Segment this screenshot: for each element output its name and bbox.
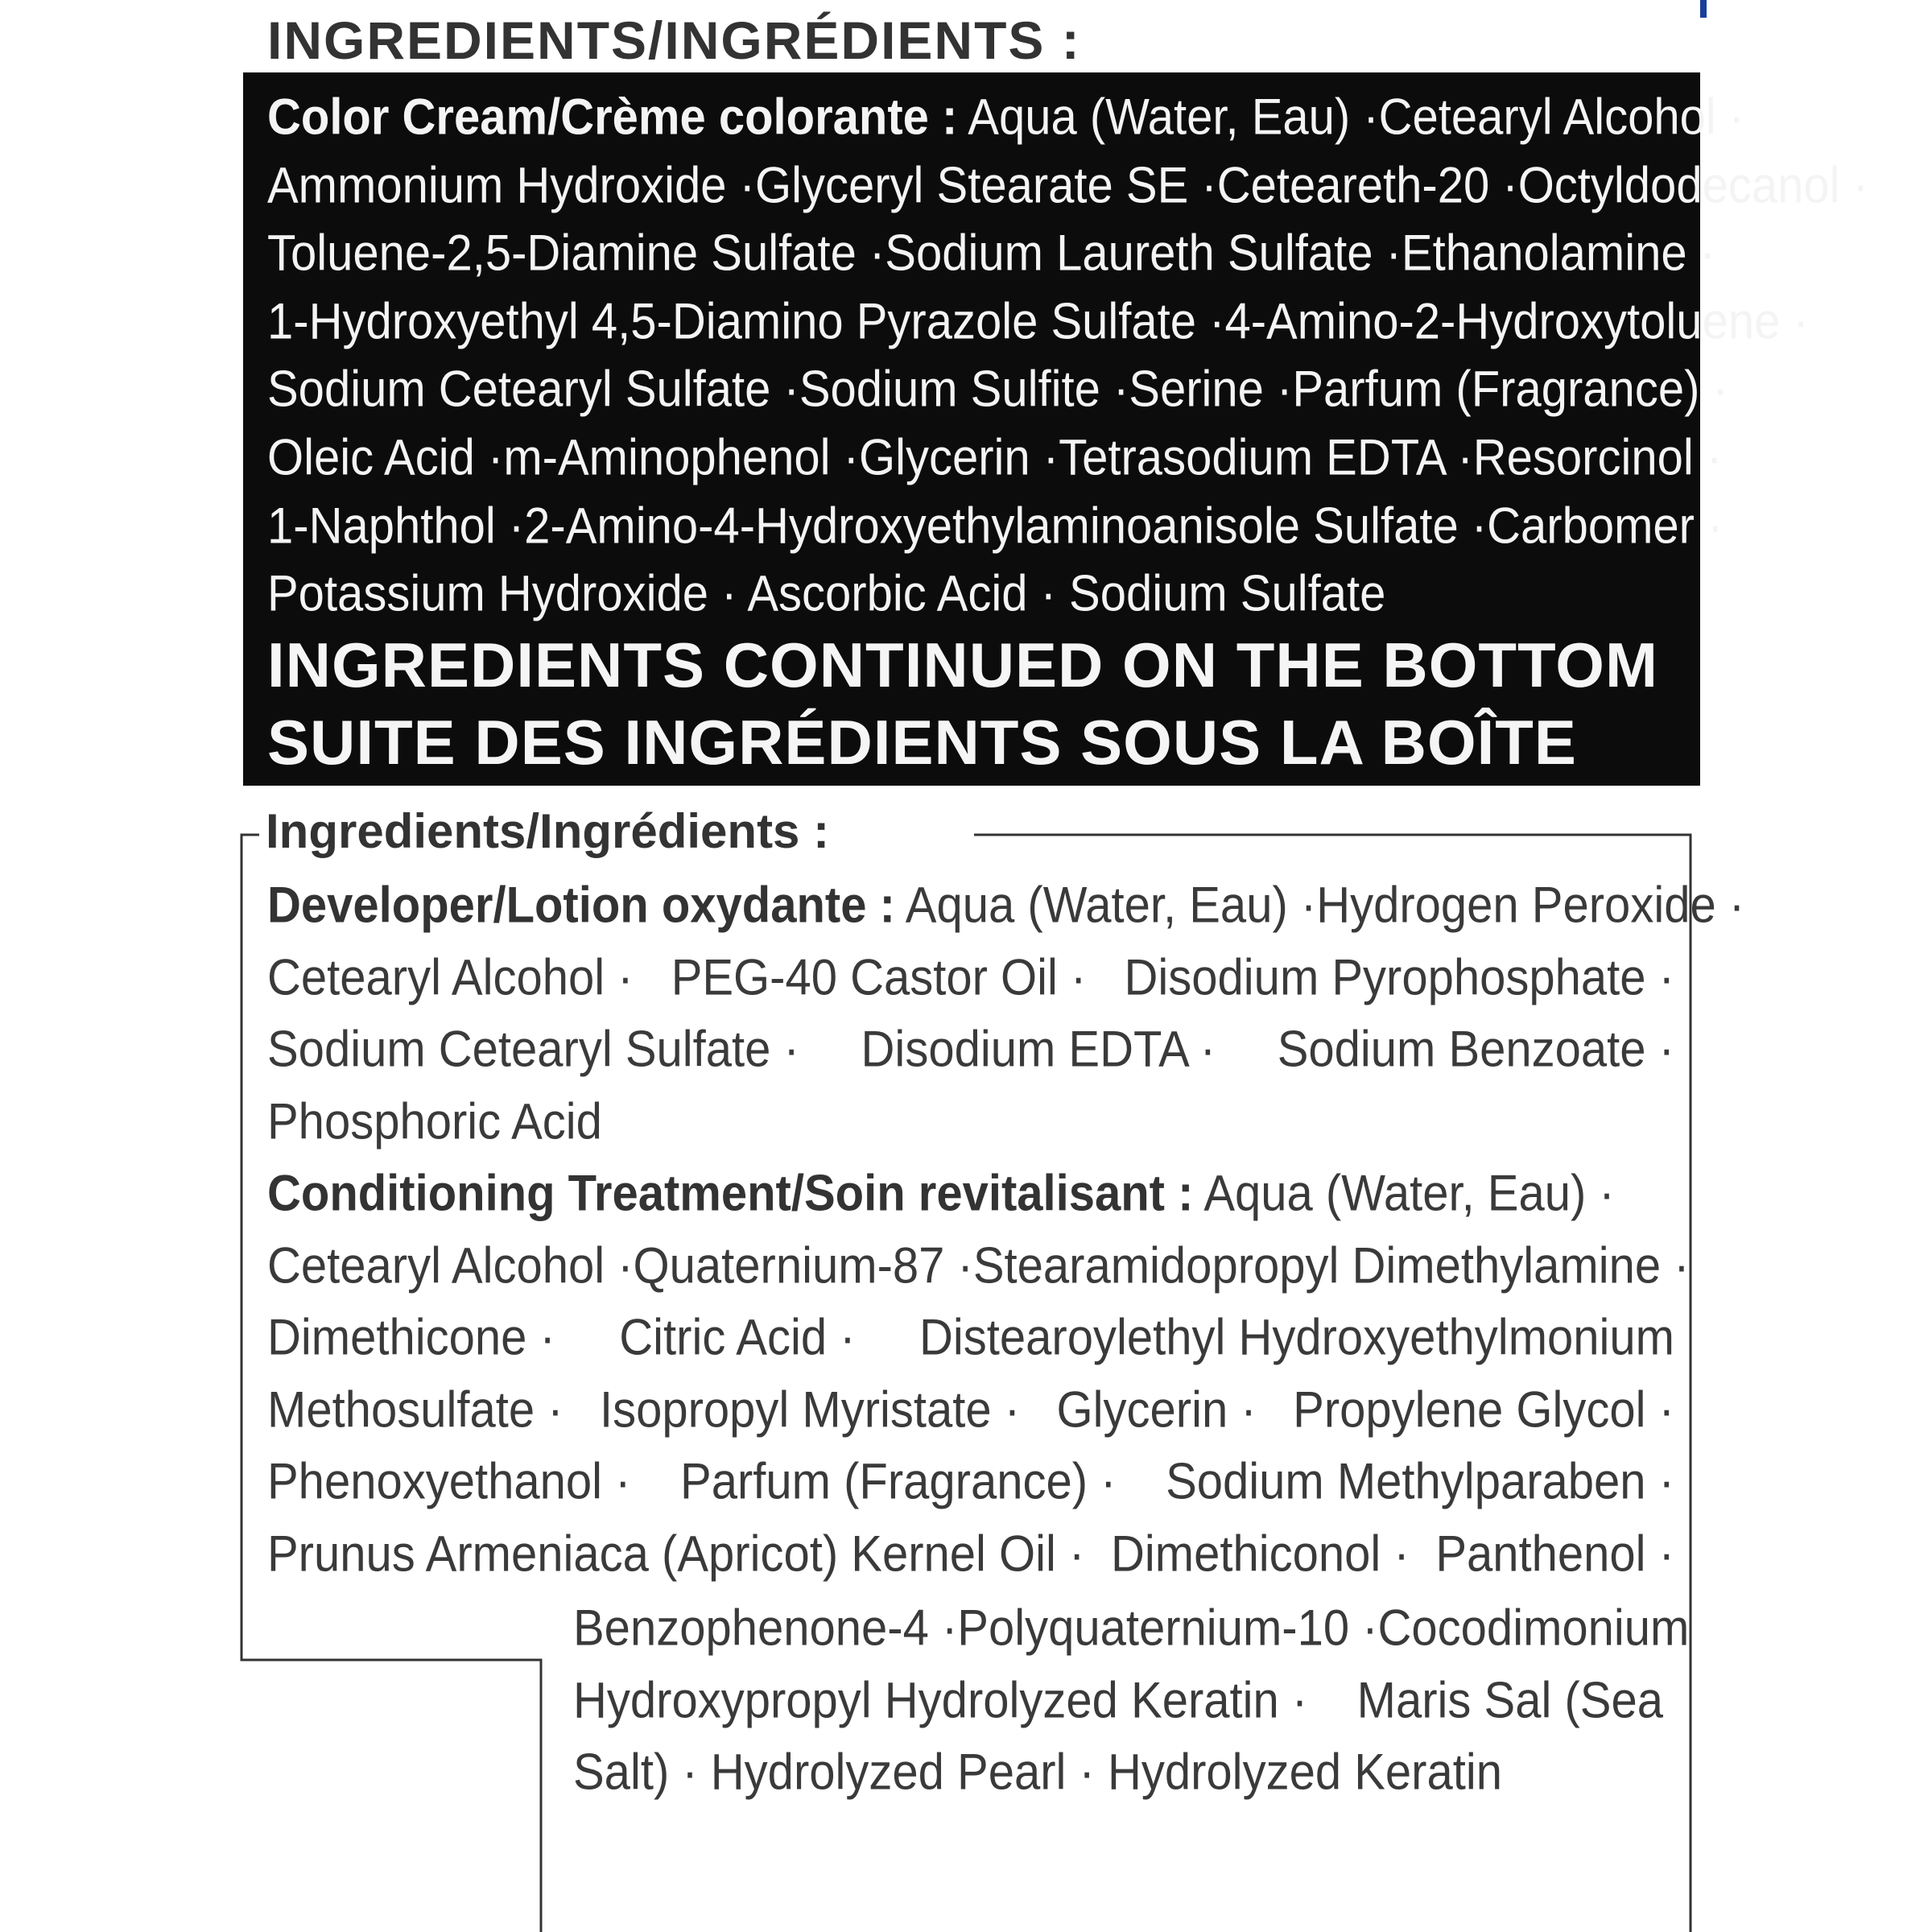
ingredient-segment: Cetearyl Alcohol · — [267, 1236, 634, 1294]
ingredient-segment: Phenoxyethanol · — [267, 1453, 631, 1510]
ingredient-line — [267, 1227, 1690, 1305]
ingredient-line — [267, 1443, 1674, 1521]
ingredient-segment: Panthenol · — [1435, 1525, 1674, 1583]
ingredient-segment: Ethanolamine · — [1401, 225, 1716, 282]
ingredient-segment: Polyquaternium-10 · — [957, 1600, 1378, 1657]
ingredient-segment: Cetearyl Alcohol · — [267, 948, 634, 1006]
ingredient-segment: Sodium Methylparaben · — [1166, 1453, 1674, 1510]
ingredient-line — [267, 1298, 1674, 1377]
ingredient-segment: Cocodimonium — [1377, 1600, 1690, 1657]
ingredient-segment: Isopropyl Myristate · — [599, 1381, 1021, 1439]
ingredient-segment: Glycerin · — [1056, 1381, 1257, 1439]
ingredient-line — [267, 939, 1674, 1017]
ingredient-segment: Methosulfate · — [267, 1381, 564, 1439]
ingredient-segment: Glyceryl Stearate SE · — [754, 156, 1217, 214]
ingredient-line — [267, 1515, 1674, 1593]
ingredient-segment: Oleic Acid · — [267, 429, 504, 486]
ingredient-segment: Benzophenone-4 · — [573, 1600, 958, 1657]
ingredient-line — [573, 1589, 1690, 1667]
ingredient-segment: Glycerin · — [858, 429, 1059, 486]
ingredient-segment: PEG-40 Castor Oil · — [671, 948, 1087, 1006]
ingredient-segment: Hydrogen Peroxide · — [1316, 877, 1745, 934]
continued-english: INGREDIENTS CONTINUED ON THE BOTTOM — [267, 630, 1658, 700]
ingredient-segment: Sodium Laureth Sulfate · — [885, 225, 1402, 282]
indented-ingredients — [573, 1592, 1690, 1809]
ingredient-segment: Octyldodecanol · — [1517, 156, 1868, 214]
continued-french: SUITE DES INGRÉDIENTS SOUS LA BOÎTE — [267, 707, 1577, 778]
ingredient-segment: Sodium Sulfite · — [799, 361, 1129, 418]
ingredient-segment: Sodium Cetearyl Sulfate · — [267, 1021, 799, 1078]
ingredient-line — [267, 1371, 1674, 1449]
sub-heading: Ingredients/Ingrédients : — [266, 801, 840, 862]
ingredient-segment: Ceteareth-20 · — [1216, 156, 1518, 214]
ingredient-segment: 2-Amino-4-Hydroxyethylaminoanisole Sulfate · — [524, 497, 1488, 555]
ingredient-segment: 4-Amino-2-Hydroxytoluene · — [1224, 293, 1809, 350]
ingredient-segment: Cetearyl Alcohol · — [1378, 89, 1745, 146]
ingredient-segment: Prunus Armeniaca (Apricot) Kernel Oil · — [267, 1525, 1085, 1583]
ingredient-line — [267, 1083, 1674, 1161]
ingredient-segment: Propylene Glycol · — [1293, 1381, 1674, 1439]
ingredient-segment: 1-Hydroxyethyl 4,5-Diamino Pyrazole Sulfate · — [267, 293, 1225, 350]
top-heading: INGREDIENTS/INGRÉDIENTS : — [267, 10, 1081, 70]
ingredient-segment: Dimethicone · — [267, 1309, 555, 1366]
ingredient-segment: Toluene-2,5-Diamine Sulfate · — [267, 225, 886, 282]
ingredient-segment: Stearamidopropyl Dimethylamine · — [972, 1236, 1690, 1294]
ingredient-segment: Ascorbic Acid · — [737, 565, 1056, 622]
ingredient-segment: Hydroxypropyl Hydrolyzed Keratin · — [573, 1671, 1308, 1729]
ingredient-line — [267, 1010, 1674, 1088]
ingredient-segment: Sodium Cetearyl Sulfate · — [267, 361, 799, 418]
ingredient-line — [267, 1154, 1674, 1232]
section-label: Color Cream/Crème colorante : — [267, 89, 958, 146]
ingredient-segment: Tetrasodium EDTA · — [1059, 429, 1473, 486]
ingredient-segment: Distearoylethyl Hydroxyethylmonium — [919, 1309, 1674, 1366]
developer-conditioner-ingredients — [267, 869, 1745, 1590]
ingredient-segment: Disodium Pyrophosphate · — [1124, 948, 1674, 1006]
section-label: Conditioning Treatment/Soin revitalisant : — [267, 1165, 1194, 1222]
ingredient-segment: Phosphoric Acid — [267, 1092, 602, 1150]
section-label: Developer/Lotion oxydante : — [267, 877, 895, 934]
ingredient-segment: Developer/Lotion oxydante : Aqua (Water, Eau) · — [267, 877, 1317, 934]
ingredient-line — [267, 866, 1745, 944]
ingredient-segment: Disodium EDTA · — [861, 1021, 1216, 1078]
ingredient-segment: Carbomer · — [1487, 497, 1724, 555]
ingredient-segment: Parfum (Fragrance) · — [680, 1453, 1117, 1510]
ingredient-segment: Citric Acid · — [619, 1309, 856, 1366]
ingredient-segment: Maris Sal (Sea — [1356, 1671, 1663, 1729]
ingredient-segment: Serine · — [1129, 361, 1293, 418]
ingredient-segment: Quaternium-87 · — [633, 1236, 973, 1294]
ingredient-line: Salt) · Hydrolyzed Pearl · Hydrolyzed Keratin — [573, 1744, 1502, 1801]
ingredient-segment: Parfum (Fragrance) · — [1292, 361, 1728, 418]
ingredient-segment: Potassium Hydroxide · — [267, 565, 737, 622]
ingredient-segment: Resorcinol · — [1472, 429, 1723, 486]
ingredient-segment: Dimethiconol · — [1111, 1525, 1410, 1583]
ingredient-segment: Conditioning Treatment/Soin revitalisant : Aqua (Water, Eau) · — [267, 1165, 1615, 1222]
ingredient-segment: m-Aminophenol · — [503, 429, 859, 486]
ingredient-segment: Sodium Sulfate — [1055, 565, 1386, 622]
ingredient-segment: Ammonium Hydroxide · — [267, 156, 755, 214]
ingredient-segment: 1-Naphthol · — [267, 497, 525, 555]
ingredient-line — [573, 1662, 1663, 1740]
ingredient-segment: Color Cream/Crème colorante : Aqua (Water, Eau) · — [267, 89, 1379, 146]
ingredient-segment: Sodium Benzoate · — [1277, 1021, 1674, 1078]
